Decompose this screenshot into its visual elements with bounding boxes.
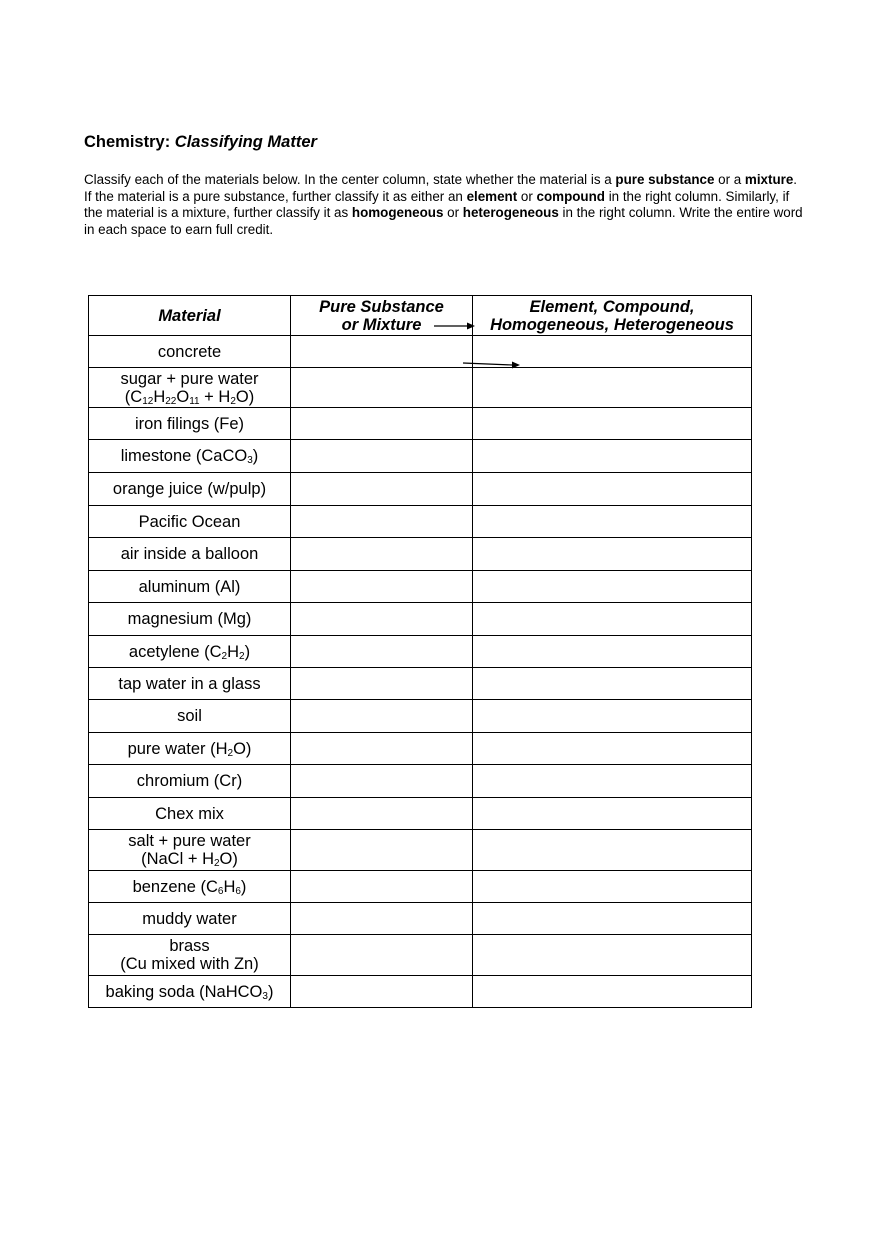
title-topic: Classifying Matter [174, 133, 317, 151]
material-text: orange juice (w/pulp) [112, 480, 267, 498]
table-row [89, 765, 752, 798]
pure-or-mixture-answer-cell[interactable] [291, 668, 473, 700]
material-cell [89, 440, 291, 473]
classification-answer-cell[interactable] [473, 765, 752, 798]
header-material-label: Material [158, 306, 221, 325]
table-row [89, 440, 752, 473]
material-text: benzene (C [132, 877, 218, 896]
table-row [89, 473, 752, 506]
header-classification [473, 296, 752, 336]
pure-or-mixture-answer-cell[interactable] [291, 440, 473, 473]
classification-answer-cell[interactable] [473, 830, 752, 871]
material-text: H [227, 642, 240, 661]
material-text: Chex mix [155, 804, 224, 823]
classification-answer-cell[interactable] [473, 603, 752, 636]
subscript: 2 [239, 650, 245, 662]
pure-or-mixture-answer-cell[interactable] [291, 506, 473, 538]
instructions-text: in the right column. Write the entire word in each space to earn full credit. [84, 205, 803, 237]
pure-or-mixture-answer-cell[interactable] [291, 830, 473, 871]
material-cell [89, 798, 291, 830]
material-text: limestone (CaCO [120, 447, 248, 465]
material-text: (Cu mixed with Zn) [120, 955, 259, 973]
table-row [89, 903, 752, 935]
table-row [89, 668, 752, 700]
table-row [89, 571, 752, 603]
material-text: O) [233, 739, 252, 758]
material-text: (C [124, 387, 143, 406]
material-text: chromium (Cr) [136, 772, 243, 790]
material-text: O [176, 387, 190, 406]
material-cell [89, 408, 291, 440]
pure-or-mixture-answer-cell[interactable] [291, 408, 473, 440]
table-row [89, 636, 752, 668]
material-text: iron filings (Fe) [134, 414, 245, 433]
table-row [89, 368, 752, 408]
header-arrow-icon [433, 320, 477, 332]
classification-answer-cell[interactable] [473, 571, 752, 603]
material-text: brass [169, 937, 210, 955]
material-cell [89, 603, 291, 636]
keyword-element: element [466, 188, 518, 204]
header-material [89, 296, 291, 336]
table-row [89, 700, 752, 733]
material-text: tap water in a glass [118, 674, 261, 693]
header-class-line1: Element, Compound, [529, 297, 695, 316]
keyword-pure-substance: pure substance [615, 172, 715, 187]
classification-answer-cell[interactable] [473, 935, 752, 976]
classification-answer-cell[interactable] [473, 976, 752, 1008]
table-row [89, 976, 752, 1008]
material-text: Pacific Ocean [138, 512, 241, 531]
pure-or-mixture-answer-cell[interactable] [291, 798, 473, 830]
classification-answer-cell[interactable] [473, 506, 752, 538]
instructions-text: or [517, 188, 537, 204]
classification-answer-cell[interactable] [473, 700, 752, 733]
table-header-row [89, 296, 752, 336]
classification-answer-cell[interactable] [473, 473, 752, 506]
material-cell [89, 368, 291, 408]
subscript: 6 [217, 885, 224, 897]
classification-answer-cell[interactable] [473, 408, 752, 440]
subscript: 3 [262, 990, 268, 1002]
pure-or-mixture-answer-cell[interactable] [291, 473, 473, 506]
subscript: 3 [247, 455, 253, 466]
material-cell [89, 668, 291, 700]
classification-answer-cell[interactable] [473, 636, 752, 668]
material-text: H [153, 387, 166, 406]
subscript: 6 [235, 885, 241, 897]
material-cell [89, 336, 291, 368]
subscript: 12 [142, 395, 154, 407]
material-cell [89, 473, 291, 506]
material-text: H [223, 877, 236, 896]
material-text: acetylene (C [128, 642, 222, 661]
subscript: 2 [221, 650, 228, 662]
material-cell [89, 506, 291, 538]
classification-answer-cell[interactable] [473, 538, 752, 571]
pure-or-mixture-answer-cell[interactable] [291, 903, 473, 935]
pure-or-mixture-answer-cell[interactable] [291, 336, 473, 368]
material-text: O) [219, 850, 238, 868]
table-row [89, 538, 752, 571]
subscript: 22 [165, 395, 177, 407]
pure-or-mixture-answer-cell[interactable] [291, 765, 473, 798]
keyword-compound: compound [536, 188, 605, 204]
material-text: ) [267, 982, 274, 1001]
material-text: ) [244, 642, 251, 661]
page-title [84, 133, 317, 152]
instructions-text: Classify each of the materials below. In the center column, state whether the material is a [84, 172, 616, 187]
pure-or-mixture-answer-cell[interactable] [291, 538, 473, 571]
material-text: + H [199, 387, 231, 406]
title-subject: Chemistry: [84, 133, 171, 151]
pure-or-mixture-answer-cell[interactable] [291, 976, 473, 1008]
classification-answer-cell[interactable] [473, 668, 752, 700]
pure-or-mixture-answer-cell[interactable] [291, 733, 473, 765]
pure-or-mixture-answer-cell[interactable] [291, 368, 473, 408]
material-text: sugar + pure water [120, 369, 259, 388]
classification-table [88, 295, 752, 1008]
table-row [89, 935, 752, 976]
material-text: pure water (H [127, 739, 228, 758]
instructions-paragraph [84, 172, 806, 238]
instructions-text: or a [714, 172, 745, 187]
table-row [89, 506, 752, 538]
subscript: 11 [189, 395, 200, 407]
header-class-line2: Homogeneous, Heterogeneous [490, 315, 734, 334]
instructions-text: or [443, 205, 463, 221]
pure-or-mixture-answer-cell[interactable] [291, 700, 473, 733]
keyword-mixture: mixture [744, 172, 794, 187]
material-text: ) [240, 877, 247, 896]
material-cell [89, 765, 291, 798]
classification-answer-cell[interactable] [473, 440, 752, 473]
material-cell [89, 830, 291, 871]
subscript: 2 [227, 747, 234, 759]
material-text: O) [235, 387, 255, 406]
table-row [89, 408, 752, 440]
pure-or-mixture-answer-cell[interactable] [291, 636, 473, 668]
classification-answer-cell[interactable] [473, 368, 752, 408]
material-text: magnesium (Mg) [127, 610, 252, 628]
material-text: baking soda (NaHCO [105, 982, 263, 1001]
row-arrow-icon [462, 359, 524, 371]
table-row [89, 798, 752, 830]
keyword-homogeneous: homogeneous [351, 205, 444, 221]
material-cell [89, 903, 291, 935]
material-text: muddy water [142, 909, 237, 928]
table-row [89, 871, 752, 903]
material-text: salt + pure water [128, 832, 251, 850]
material-cell [89, 571, 291, 603]
material-cell [89, 976, 291, 1008]
classification-answer-cell[interactable] [473, 871, 752, 903]
classification-answer-cell[interactable] [473, 733, 752, 765]
table-row [89, 336, 752, 368]
classification-answer-cell[interactable] [473, 903, 752, 935]
pure-or-mixture-answer-cell[interactable] [291, 571, 473, 603]
header-pure-line1: Pure Substance [319, 297, 444, 316]
pure-or-mixture-answer-cell[interactable] [291, 935, 473, 976]
table-row [89, 830, 752, 871]
material-cell [89, 935, 291, 976]
header-pure-line2: or Mixture [341, 315, 422, 334]
material-text: concrete [157, 342, 222, 361]
instructions-text: . If the material is a pure substance, further classify it as either an [84, 172, 798, 204]
material-text: aluminum (Al) [138, 577, 241, 596]
material-cell [89, 700, 291, 733]
material-cell [89, 538, 291, 571]
material-text: air inside a balloon [120, 545, 259, 563]
keyword-heterogeneous: heterogeneous [462, 205, 559, 221]
pure-or-mixture-answer-cell[interactable] [291, 871, 473, 903]
material-text: (NaCl + H [141, 850, 214, 868]
classification-answer-cell[interactable] [473, 798, 752, 830]
material-text: ) [252, 447, 259, 465]
pure-or-mixture-answer-cell[interactable] [291, 603, 473, 636]
table-row [89, 733, 752, 765]
material-text: soil [177, 707, 202, 725]
instructions-text: in the right column. Similarly, if the material is a mixture, further classify it as [84, 188, 790, 221]
table-row [89, 603, 752, 636]
material-cell [89, 636, 291, 668]
subscript: 2 [230, 395, 236, 407]
material-cell [89, 733, 291, 765]
material-cell [89, 871, 291, 903]
subscript: 2 [213, 858, 220, 869]
